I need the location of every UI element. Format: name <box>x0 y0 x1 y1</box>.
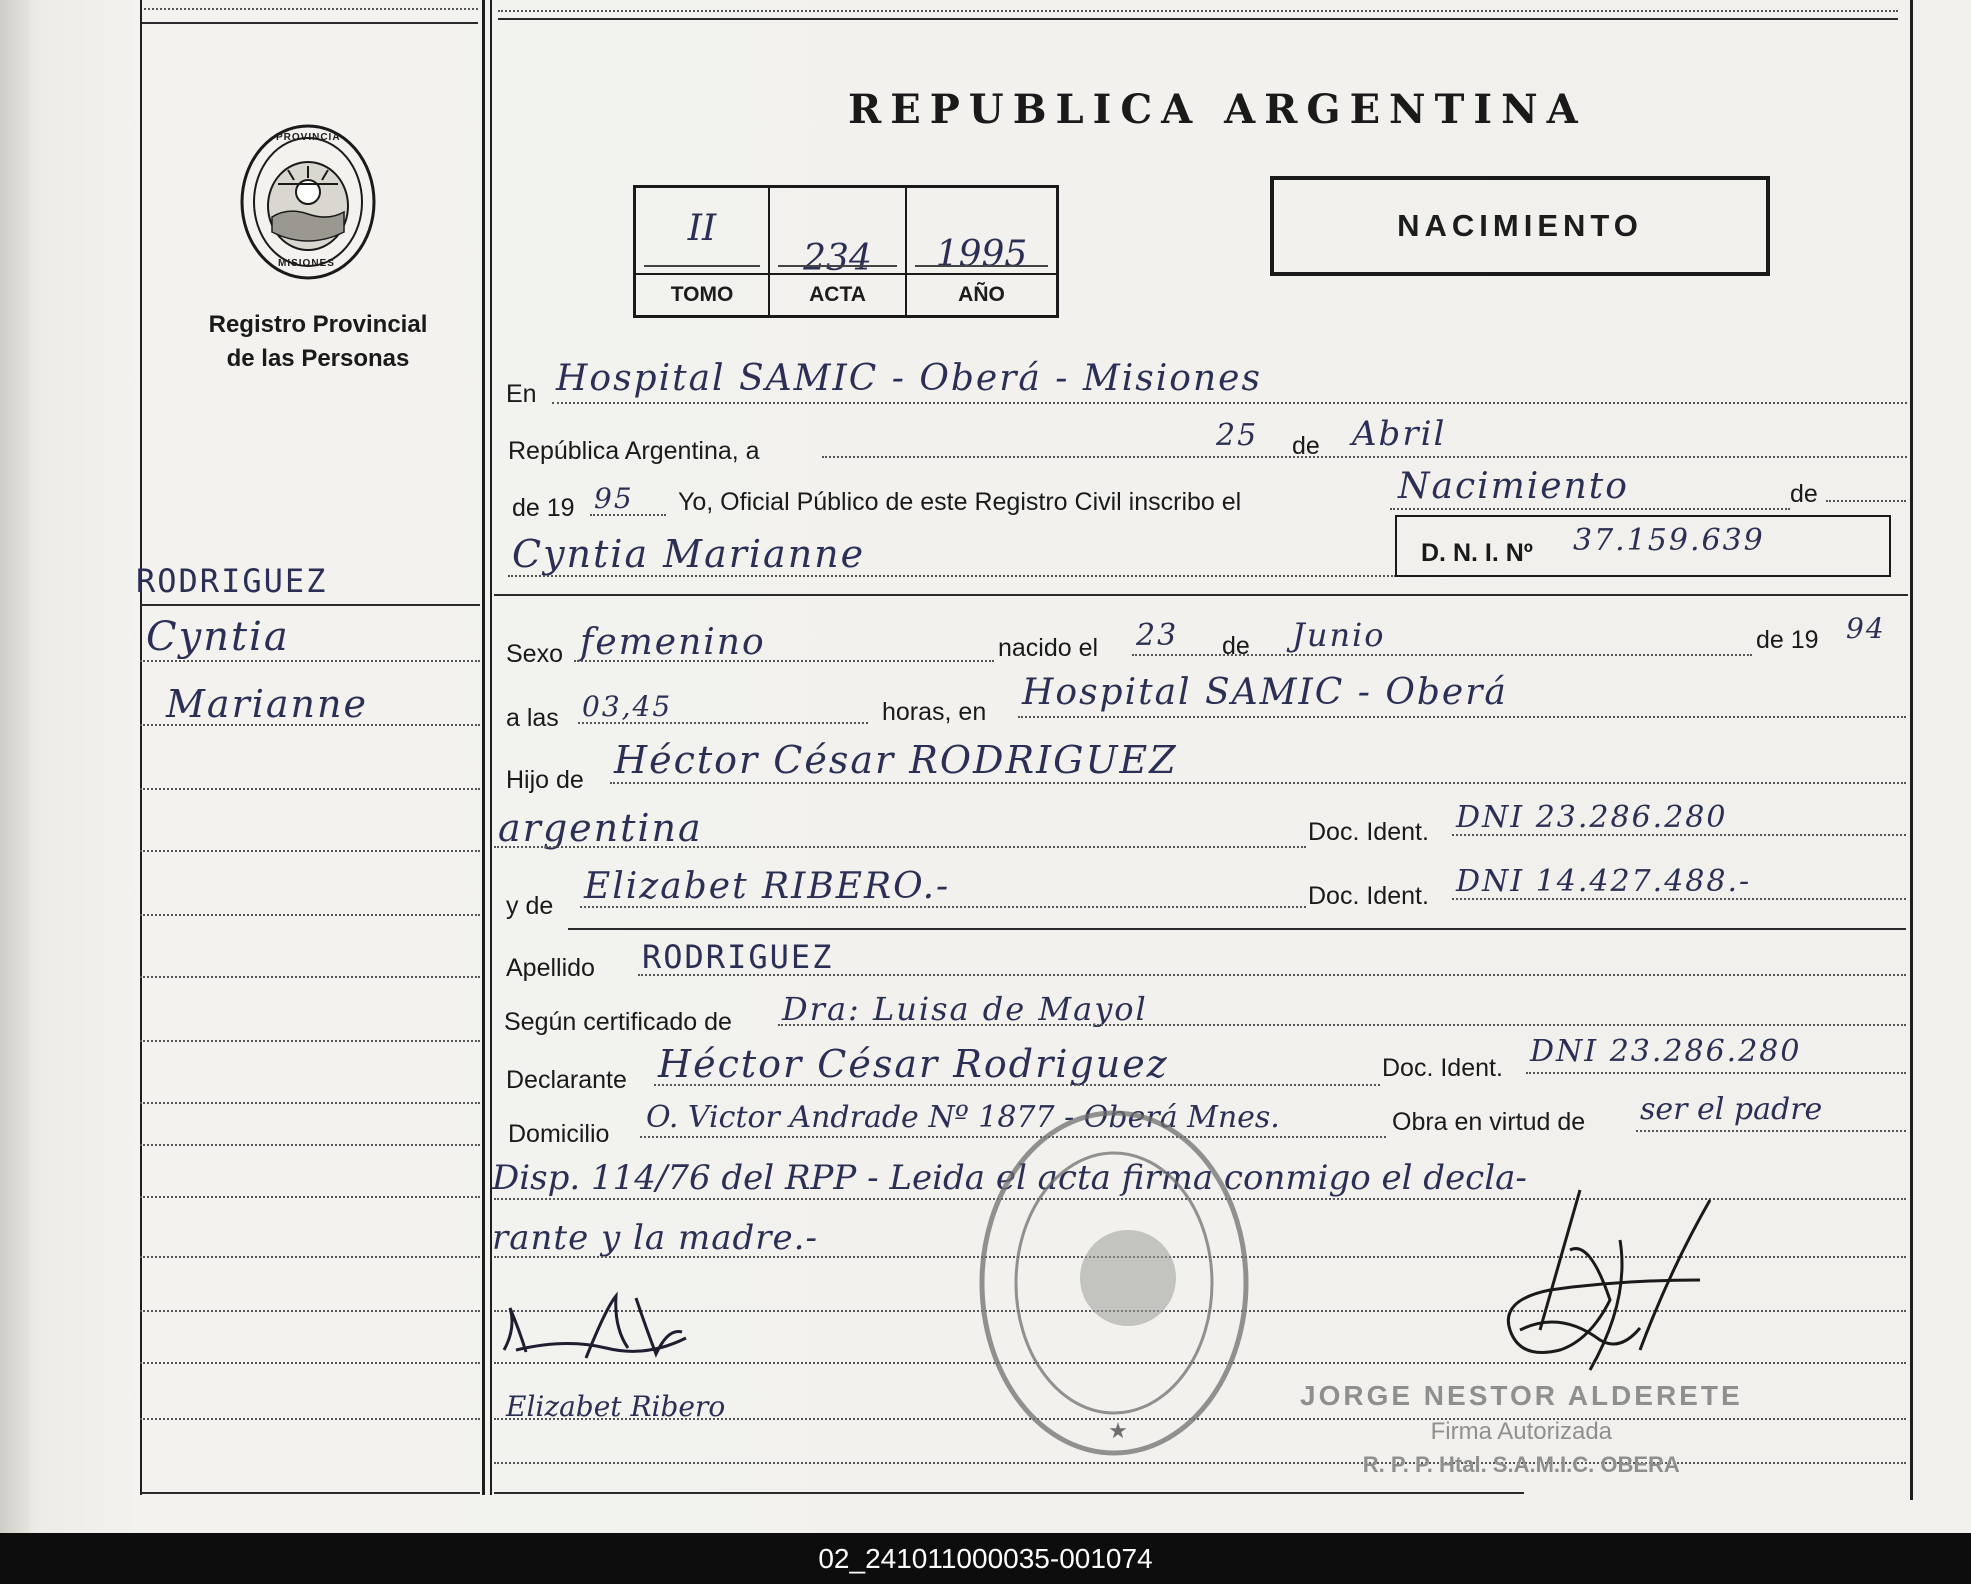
margin-line-9 <box>140 1102 480 1104</box>
dni-box <box>1395 515 1891 577</box>
de-end-label: de <box>1790 480 1818 508</box>
de2-label: de <box>1222 632 1250 660</box>
official-role: Firma Autorizada <box>1430 1418 1613 1445</box>
birth-day-value: 23 <box>1136 618 1179 653</box>
father-doc-line <box>1452 834 1906 836</box>
place-line <box>552 402 1907 404</box>
father-nationality-line <box>494 846 1306 848</box>
top-dotted-line-left <box>140 8 478 10</box>
certificado-value: Dra: Luisa de Mayol <box>782 990 1148 1028</box>
certificado-line <box>778 1024 1906 1026</box>
year-suffix-value: 95 <box>594 482 634 515</box>
official-stamp <box>1300 1380 1743 1478</box>
tomo-label: TOMO <box>636 273 768 315</box>
de1994-label: de 19 <box>1756 626 1819 654</box>
birth-time-value: 03,45 <box>582 690 673 723</box>
birth-place-line <box>1018 716 1906 718</box>
sexo-line <box>574 660 994 662</box>
page-binding-shadow <box>0 0 30 1533</box>
birth-date-line <box>1132 654 1752 656</box>
father-nationality-value: argentina <box>498 806 703 850</box>
oficial-label: Yo, Oficial Público de este Registro Civil inscribo el <box>678 488 1242 516</box>
image-id-label: 02_241011000035-001074 <box>818 1543 1153 1574</box>
official-signature-icon <box>1440 1180 1730 1380</box>
margin-line-3 <box>140 724 480 726</box>
de19-label: de 19 <box>512 494 575 522</box>
registry-line-1: Registro Provincial <box>208 311 428 338</box>
margin-first-name: Cyntia <box>146 614 290 660</box>
apellido-value: RODRIGUEZ <box>642 938 834 976</box>
margin-line-11 <box>140 1196 480 1198</box>
tomo-value: II <box>687 208 717 249</box>
mother-doc-line <box>1452 898 1906 900</box>
tomo-cell <box>636 188 770 315</box>
acta-underline <box>778 265 897 267</box>
note-line-1: Disp. 114/76 del RPP - Leida el acta firma conmigo el decla- <box>492 1158 1527 1198</box>
mother-doc-label: Doc. Ident. <box>1308 882 1429 910</box>
inscription-type-value: Nacimiento <box>1398 466 1629 507</box>
birth-time-line <box>578 722 868 724</box>
margin-line-15 <box>140 1418 480 1420</box>
margin-line-1 <box>140 604 480 606</box>
registry-oval-stamp-icon <box>978 1108 1250 1458</box>
domicilio-label: Domicilio <box>508 1120 610 1148</box>
declarante-value: Héctor César Rodriguez <box>658 1042 1169 1086</box>
declarante-line <box>654 1084 1380 1086</box>
mother-doc-value: DNI 14.427.488.- <box>1456 864 1752 899</box>
margin-line-8 <box>140 1040 480 1042</box>
father-doc-value: DNI 23.286.280 <box>1456 800 1728 835</box>
official-name: JORGE NESTOR ALDERETE <box>1300 1380 1743 1411</box>
provincial-seal <box>238 122 378 282</box>
acta-label: ACTA <box>770 273 905 315</box>
registry-line-2: de las Personas <box>226 345 410 372</box>
dni-label: D. N. I. Nº <box>1421 539 1533 567</box>
record-number-box <box>633 185 1059 318</box>
margin-line-7 <box>140 976 480 978</box>
registry-name <box>160 308 476 376</box>
right-border <box>1910 0 1913 1500</box>
date-line <box>822 456 1907 458</box>
yde-label: y de <box>506 892 554 920</box>
declarante-label: Declarante <box>506 1066 627 1094</box>
en-label: En <box>506 380 537 408</box>
dni-value: 37.159.639 <box>1573 523 1765 558</box>
declarante-doc-line <box>1526 1072 1906 1074</box>
month-value: Abril <box>1352 414 1447 454</box>
ano-cell <box>907 188 1056 315</box>
margin-surname: RODRIGUEZ <box>136 562 328 600</box>
declarante-doc-value: DNI 23.286.280 <box>1530 1034 1802 1069</box>
note-line-2: rante y la madre.- <box>492 1218 818 1258</box>
column-divider-inner <box>490 0 492 1495</box>
ano-underline <box>915 265 1048 267</box>
year-line <box>590 514 666 516</box>
margin-line-4 <box>140 788 480 790</box>
margin-line-2 <box>140 660 480 662</box>
sexo-label: Sexo <box>506 640 563 668</box>
mother-signature: Elizabet Ribero <box>506 1390 726 1423</box>
place-value: Hospital SAMIC - Oberá - Misiones <box>556 358 1262 399</box>
declarante-doc-label: Doc. Ident. <box>1382 1054 1503 1082</box>
inscription-line-end <box>1826 500 1906 502</box>
margin-line-12 <box>140 1256 480 1258</box>
margin-line-10 <box>140 1144 480 1146</box>
margin-bottom-rule <box>140 1492 480 1494</box>
column-divider <box>482 0 485 1495</box>
obra-value: ser el padre <box>1640 1092 1823 1127</box>
person-name-value: Cyntia Marianne <box>512 532 866 576</box>
mother-name-line <box>580 906 1306 908</box>
acta-value: 234 <box>803 238 872 279</box>
document-type-box <box>1270 176 1770 276</box>
nacido-label: nacido el <box>998 634 1099 662</box>
top-rule-left <box>140 22 478 24</box>
birth-year-suffix-value: 94 <box>1846 612 1886 645</box>
domicilio-value: O. Victor Andrade Nº 1877 - Oberá Mnes. <box>646 1100 1280 1135</box>
birth-place-value: Hospital SAMIC - Oberá <box>1022 672 1508 713</box>
left-column-border <box>140 0 142 1495</box>
document-type-label: NACIMIENTO <box>1397 208 1643 243</box>
obra-line <box>1636 1130 1906 1132</box>
obra-label: Obra en virtud de <box>1392 1108 1586 1136</box>
section-rule-2 <box>568 928 1906 930</box>
republica-label: República Argentina, a <box>508 437 760 465</box>
day-value: 25 <box>1216 418 1259 453</box>
inscription-line <box>1390 508 1790 510</box>
apellido-line <box>638 974 1906 976</box>
margin-second-name: Marianne <box>166 682 368 726</box>
margin-line-5 <box>140 850 480 852</box>
mother-name-value: Elizabet RIBERO.- <box>584 866 951 907</box>
page-title: REPUBLICA ARGENTINA <box>848 86 1587 133</box>
person-name-line <box>508 575 1396 577</box>
alas-label: a las <box>506 704 559 732</box>
official-office: R. P. P. Htal. S.A.M.I.C. OBERA <box>1362 1452 1680 1477</box>
ano-label: AÑO <box>907 273 1056 315</box>
de-label: de <box>1292 432 1320 460</box>
svg-text:★: ★ <box>1108 1419 1128 1444</box>
hijo-label: Hijo de <box>506 766 584 794</box>
bottom-rule <box>494 1492 1524 1494</box>
sexo-value: femenino <box>580 622 766 663</box>
father-name-value: Héctor César RODRIGUEZ <box>614 738 1178 782</box>
father-doc-label: Doc. Ident. <box>1308 818 1429 846</box>
section-rule-1 <box>494 594 1908 596</box>
seal-bottom-text: MISIONES <box>278 258 335 269</box>
father-name-line <box>610 782 1906 784</box>
apellido-label: Apellido <box>506 954 595 982</box>
margin-line-13 <box>140 1310 480 1312</box>
birth-month-value: Junio <box>1292 616 1386 654</box>
margin-line-14 <box>140 1362 480 1364</box>
seal-top-text: PROVINCIA <box>276 132 341 143</box>
segun-label: Según certificado de <box>504 1008 732 1036</box>
acta-cell <box>770 188 907 315</box>
margin-line-6 <box>140 914 480 916</box>
tomo-underline <box>644 265 760 267</box>
top-dotted-line-right <box>498 10 1898 12</box>
horas-label: horas, en <box>882 698 987 726</box>
declarant-signature-icon <box>496 1288 716 1378</box>
ano-value: 1995 <box>935 234 1028 275</box>
top-rule-right <box>498 18 1898 20</box>
